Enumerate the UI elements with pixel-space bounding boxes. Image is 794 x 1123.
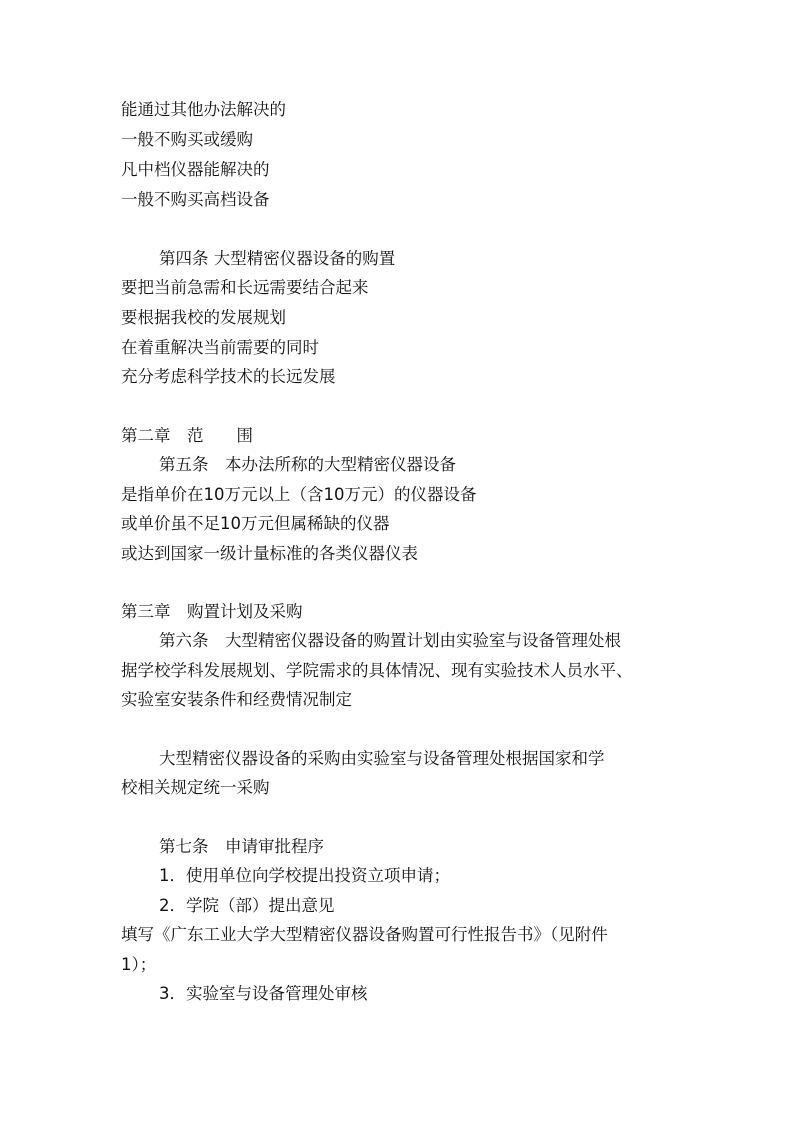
text-line: 实验室安装条件和经费情况制定 — [121, 690, 352, 709]
text-line: 校相关规定统一采购 — [121, 778, 270, 797]
list-item: 2．学院（部）提出意见 — [159, 896, 335, 915]
chapter-heading: 第二章 范 围 — [121, 426, 253, 445]
text-line: 一般不购买或缓购 — [121, 130, 253, 149]
article-heading: 第七条 申请审批程序 — [159, 837, 324, 856]
text-line: 或单价虽不足10万元但属稀缺的仪器 — [121, 514, 390, 533]
text-line: 能通过其他办法解决的 — [121, 100, 286, 119]
list-item: 3．实验室与设备管理处审核 — [159, 984, 368, 1003]
text-line: 充分考虑科学技术的长远发展 — [121, 367, 336, 386]
text-line: 在着重解决当前需要的同时 — [121, 338, 319, 357]
chapter-heading: 第三章 购置计划及采购 — [121, 602, 303, 621]
text-line: 一般不购买高档设备 — [121, 190, 270, 209]
article-heading: 第五条 本办法所称的大型精密仪器设备 — [159, 455, 456, 474]
text-line: 凡中档仪器能解决的 — [121, 160, 270, 179]
article-heading: 第四条 大型精密仪器设备的购置 — [159, 249, 396, 268]
text-line: 据学校学科发展规划、学院需求的具体情况、现有实验技术人员水平、 — [121, 661, 633, 680]
list-item: 1．使用单位向学校提出投资立项申请； — [159, 866, 450, 885]
text-line: 1）； — [121, 955, 157, 974]
text-line: 或达到国家一级计量标准的各类仪器仪表 — [121, 544, 418, 563]
text-line: 要把当前急需和长远需要结合起来 — [121, 278, 369, 297]
text-line: 要根据我校的发展规划 — [121, 308, 286, 327]
paragraph-text: 大型精密仪器设备的采购由实验室与设备管理处根据国家和学 — [159, 749, 605, 768]
text-line: 是指单价在10万元以上（含10万元）的仪器设备 — [121, 485, 477, 504]
article-text: 第六条 大型精密仪器设备的购置计划由实验室与设备管理处根 — [159, 631, 621, 650]
text-line: 填写《广东工业大学大型精密仪器设备购置可行性报告书》（见附件 — [121, 925, 608, 944]
